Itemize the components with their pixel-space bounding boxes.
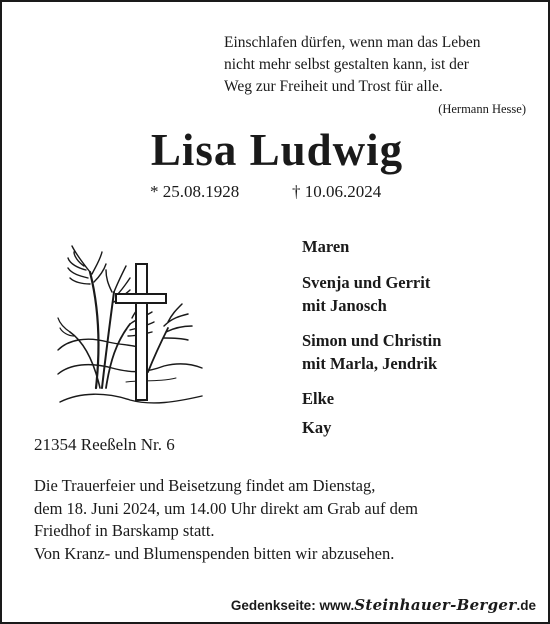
family-group bbox=[302, 329, 441, 375]
quote-author: (Hermann Hesse) bbox=[438, 102, 526, 116]
notice-line: Friedhof in Barskamp statt. bbox=[34, 521, 215, 540]
family-member: mit Marla, Jendrik bbox=[302, 354, 438, 373]
birth-date: * 25.08.1928 bbox=[150, 182, 240, 201]
footer-label: Gedenkseite: www. bbox=[230, 598, 355, 613]
family-member: Svenja und Gerrit bbox=[302, 273, 431, 292]
family-group bbox=[302, 416, 331, 439]
memorial-page-link[interactable] bbox=[231, 596, 536, 614]
brand-logo: Steinhauer-Berger bbox=[354, 596, 517, 614]
notice-line: dem 18. Juni 2024, um 14.00 Uhr direkt am Grab auf dem bbox=[34, 498, 419, 518]
death-date: † 10.06.2024 bbox=[292, 182, 382, 201]
footer-suffix: .de bbox=[516, 598, 536, 613]
deceased-name: Lisa Ludwig bbox=[150, 125, 404, 175]
family-member: Simon und Christin bbox=[302, 331, 442, 350]
address: 21354 Reeßeln Nr. 6 bbox=[34, 435, 175, 454]
family-group bbox=[302, 235, 349, 258]
notice-line: Die Trauerfeier und Beisetzung findet am Dienstag, bbox=[34, 476, 376, 495]
cross-with-wheat-icon bbox=[56, 232, 204, 418]
quote-line: Einschlafen dürfen, wenn man das Leben bbox=[224, 34, 481, 51]
family-member: Kay bbox=[302, 418, 332, 437]
quote bbox=[224, 32, 534, 98]
quote-line: nicht mehr selbst gestalten kann, ist der bbox=[224, 56, 469, 73]
family-group bbox=[302, 387, 334, 410]
quote-line: Weg zur Freiheit und Trost für alle. bbox=[224, 78, 443, 95]
family-member: Elke bbox=[302, 389, 335, 408]
funeral-notice bbox=[34, 475, 418, 565]
family-group bbox=[302, 271, 430, 317]
family-member: mit Janosch bbox=[302, 296, 387, 315]
notice-line: Von Kranz- und Blumenspenden bitten wir abzusehen. bbox=[34, 543, 395, 563]
family-member: Maren bbox=[302, 237, 350, 256]
